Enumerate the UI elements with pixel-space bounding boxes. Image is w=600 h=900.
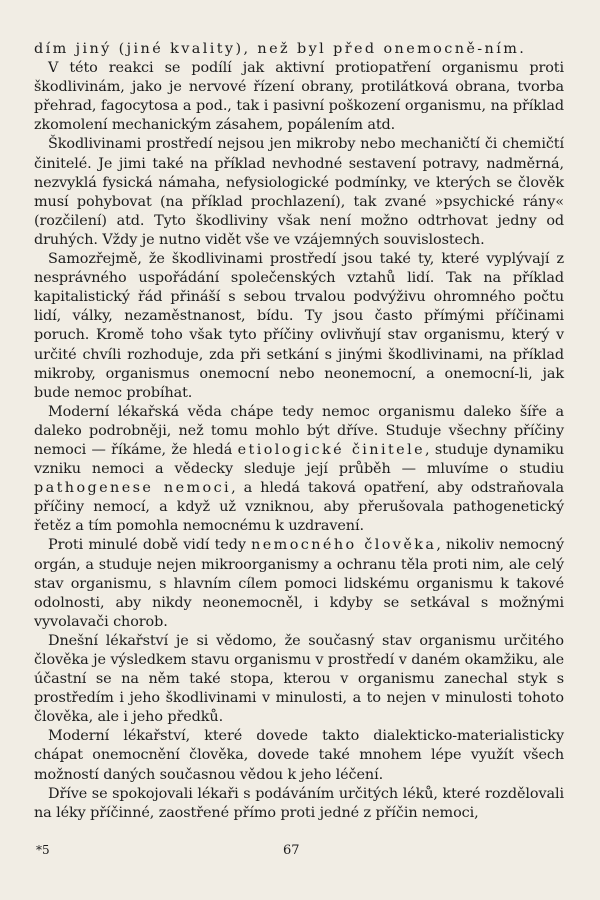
text-run: Samozřejmě, že škodlivinami prostředí jsou také ty, které vyplývají z nesprávného uspořádání společenských vztahů lidí. Tak na příklad kapitalistický řád přináší s sebou trvalou podvýživu ohromného počtu lidí, války, nezaměstnanost, bídu. Ty jsou často přímými příčinami poruch. Kromě toho však tyto příčiny ovlivňují stav organismu, který v určité chvíli rozhoduje, zda při setkání s jinými škodlivinami, na příklad mikroby, organismus onemocní nebo neonemocní, a onemocní-li, jak bude nemoc probíhat. xyxy=(34,251,564,401)
text-run: Dříve se spokojovali lékaři s podáváním určitých léků, které rozdělovali na léky příčinné, zaostřené přímo proti jedné z příčin nemoci, xyxy=(34,785,564,821)
paragraph xyxy=(34,250,564,403)
paragraph xyxy=(34,59,564,135)
spaced-text: pathogenese nemoci xyxy=(34,480,232,497)
text-run: Škodlivinami prostředí nejsou jen mikroby nebo mechaničtí či chemičtí činitelé. Je jimi také na příklad nevhodné sestavení potravy, nadměrná, nezvyklá fysická námaha, nefysiologické podmínky, ve kterých se člověk musí pohybovat (na příklad prochlazení), tak zvané »psychické rány« (rozčilení) atd. Tyto škodliviny však není možno odtrhovat jedny od druhých. Vždy je nutno vidět vše ve vzájemných souvislostech. xyxy=(34,136,564,248)
paragraph xyxy=(34,40,564,59)
text-run: Moderní lékařská věda chápe tedy nemoc organismu daleko šíře a daleko podrobněji, než tomu mohlo být dříve. Studuje všechny příčiny nemoci — říkáme, že hledá xyxy=(34,403,564,458)
page-number: 67 xyxy=(283,843,300,858)
paragraph xyxy=(34,536,564,631)
spaced-text: etiologické činitele xyxy=(237,441,425,458)
spaced-text: nemocného člověka xyxy=(251,537,437,554)
text-run: V této reakci se podílí jak aktivní protiopatření organismu proti škodlivinám, jako je nervové řízení obrany, protilátková obrana, tvorba přehrad, fagocytosa a pod., tak i pasivní poškození organismu, na příklad zkomolení mechanickým zásahem, popálením atd. xyxy=(34,60,564,134)
text-run: , a hledá taková opatření, aby odstraňovala příčiny nemocí, a když už vzniknou, aby přerušovala pathogenetický řetěz a tím pomohla nemocnému k uzdravení. xyxy=(34,480,565,535)
signature-mark: *5 xyxy=(36,843,50,857)
body-text xyxy=(34,40,564,823)
paragraph xyxy=(34,785,564,823)
text-run: Moderní lékařství, které dovede takto dialekticko-materialisticky chápat onemocnění člověka, dovede také mnohem lépe využít všech možností daných současnou vědou k jeho léčení. xyxy=(34,728,564,783)
text-run: , studuje dynamiku vzniku nemoci a vědecky sleduje její průběh — mluvíme o studiu xyxy=(34,441,565,478)
paragraph xyxy=(34,727,564,784)
paragraph xyxy=(34,135,564,250)
text-run: Proti minulé době vidí tedy xyxy=(48,537,252,554)
paragraph xyxy=(34,632,564,727)
text-run: Dnešní lékařství je si vědomo, že současný stav organismu určitého člověka je výsledkem stavu organismu v prostředí v daném okamžiku, ale účastní se na něm také stopa, kterou v organismu zanechal styk s prostředím i jeho škodlivinami v minulosti, a to nejen v minulosti tohoto člověka, ale i jeho předků. xyxy=(34,632,564,726)
text-run: , nikoliv nemocný orgán, a studuje nejen mikroorganismy a ochranu těla proti nim, ale celý stav organismu, s hlavním cílem pomoci lidskému organismu k takové odolnosti, aby nikdy neonemocněl, i kdyby se setkával s možnými vyvolavači chorob. xyxy=(34,537,564,630)
spaced-text: dím jiný (jiné kvality), než byl před onemocně-ním. xyxy=(34,41,527,57)
paragraph xyxy=(34,403,564,537)
